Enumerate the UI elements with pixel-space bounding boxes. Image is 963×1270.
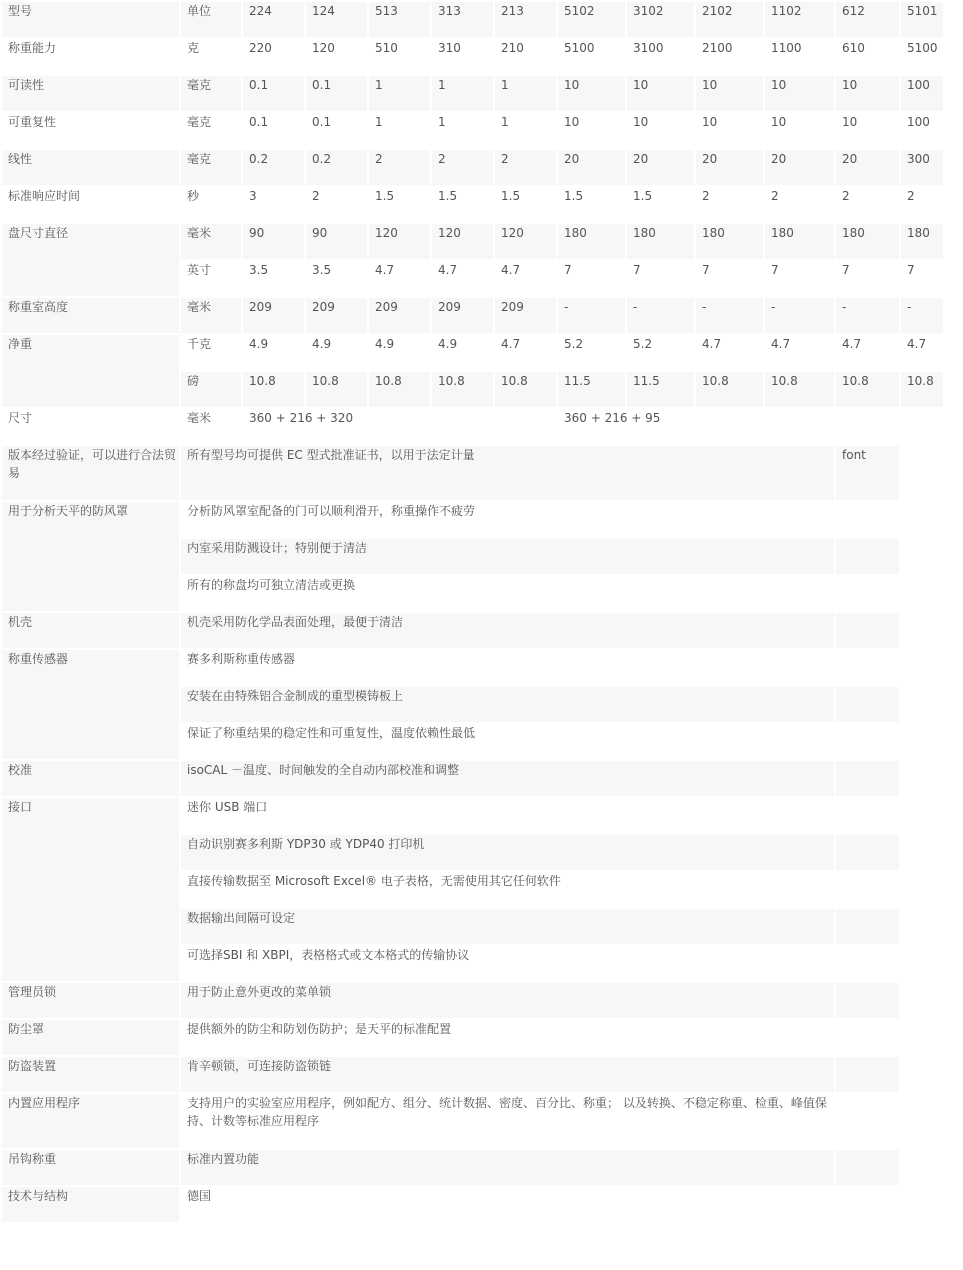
feature-text: 所有的称盘均可独立清洁或更换 [180, 575, 835, 612]
value-cell: - [557, 297, 626, 334]
table-row [1, 1019, 944, 1056]
row-label: 用于分析天平的防风罩 [1, 501, 180, 612]
unit-cell: 毫米 [180, 223, 242, 260]
value-cell: 120 [305, 38, 368, 75]
value-cell: 7 [557, 260, 626, 297]
value-cell: 10.8 [900, 371, 944, 408]
feature-text: isoCAL －温度、时间触发的全自动内部校准和调整 [180, 760, 835, 797]
table-row [1, 75, 944, 112]
feature-text: 标准内置功能 [180, 1149, 835, 1186]
value-cell: 1 [431, 112, 494, 149]
model-header-cell: 3102 [626, 1, 695, 38]
empty-cell [835, 575, 900, 612]
value-cell: 10.8 [305, 371, 368, 408]
value-cell: - [835, 297, 900, 334]
value-cell: 1 [494, 112, 557, 149]
table-row [1, 297, 944, 334]
value-cell: 7 [695, 260, 764, 297]
value-cell: 10 [695, 75, 764, 112]
unit-cell: 秒 [180, 186, 242, 223]
value-cell: 1.5 [431, 186, 494, 223]
empty-cell [835, 1149, 900, 1186]
value-cell: 2 [368, 149, 431, 186]
table-row [1, 1056, 944, 1093]
model-header-cell: 612 [835, 1, 900, 38]
value-cell: 10 [626, 75, 695, 112]
unit-cell: 磅 [180, 371, 242, 408]
table-row [1, 612, 944, 649]
value-cell: 1.5 [557, 186, 626, 223]
value-cell: 11.5 [557, 371, 626, 408]
value-cell: 1 [431, 75, 494, 112]
value-cell: 10.8 [764, 371, 835, 408]
table-row [1, 1093, 944, 1149]
value-cell: 4.9 [242, 334, 305, 371]
model-header-cell: 313 [431, 1, 494, 38]
value-cell: - [900, 297, 944, 334]
empty-cell [835, 760, 900, 797]
value-cell: 610 [835, 38, 900, 75]
model-header-cell: 1102 [764, 1, 835, 38]
empty-cell [835, 834, 900, 871]
value-cell: 3.5 [305, 260, 368, 297]
value-cell: 2 [835, 186, 900, 223]
value-cell: 10 [835, 75, 900, 112]
value-cell: 120 [368, 223, 431, 260]
value-cell: 4.7 [494, 260, 557, 297]
value-cell: 0.1 [305, 75, 368, 112]
table-row [1, 1149, 944, 1186]
unit-cell: 毫克 [180, 112, 242, 149]
empty-cell [835, 1186, 900, 1223]
value-cell: 3.5 [242, 260, 305, 297]
feature-text: 迷你 USB 端口 [180, 797, 835, 834]
table-row [1, 149, 944, 186]
row-label: 技术与结构 [1, 1186, 180, 1223]
row-label: 版本经过验证，可以进行合法贸易 [1, 445, 180, 501]
table-row [1, 112, 944, 149]
empty-cell [835, 982, 900, 1019]
row-label: 接口 [1, 797, 180, 982]
table-row [1, 186, 944, 223]
row-label: 称重室高度 [1, 297, 180, 334]
feature-text: 用于防止意外更改的菜单锁 [180, 982, 835, 1019]
row-label: 内置应用程序 [1, 1093, 180, 1149]
value-cell: 180 [835, 223, 900, 260]
value-cell: 4.9 [305, 334, 368, 371]
value-cell: 4.7 [835, 334, 900, 371]
empty-cell [835, 871, 900, 908]
value-cell: 5.2 [557, 334, 626, 371]
row-label: 尺寸 [1, 408, 180, 445]
row-label: 校准 [1, 760, 180, 797]
value-cell: 180 [900, 223, 944, 260]
model-header-cell: 224 [242, 1, 305, 38]
value-cell: 300 [900, 149, 944, 186]
value-cell: 180 [626, 223, 695, 260]
value-cell: 4.7 [900, 334, 944, 371]
model-header-cell: 213 [494, 1, 557, 38]
value-cell: 209 [431, 297, 494, 334]
table-row [1, 982, 944, 1019]
value-cell: 220 [242, 38, 305, 75]
value-cell: 90 [305, 223, 368, 260]
value-cell: 3100 [626, 38, 695, 75]
value-cell: 20 [835, 149, 900, 186]
model-header-cell: 513 [368, 1, 431, 38]
feature-text: 赛多利斯称重传感器 [180, 649, 835, 686]
value-cell: 7 [900, 260, 944, 297]
value-cell: 310 [431, 38, 494, 75]
model-header-cell: 2102 [695, 1, 764, 38]
value-cell: 5100 [557, 38, 626, 75]
feature-text: 直接传输数据至 Microsoft Excel® 电子表格，无需使用其它任何软件 [180, 871, 835, 908]
value-cell: 2 [431, 149, 494, 186]
row-label: 称重传感器 [1, 649, 180, 760]
value-cell: - [764, 297, 835, 334]
value-cell: 180 [557, 223, 626, 260]
value-cell: 20 [557, 149, 626, 186]
unit-cell: 毫米 [180, 297, 242, 334]
dimensions-value-b: 360 + 216 + 95 [557, 408, 944, 445]
value-cell: 1.5 [368, 186, 431, 223]
value-cell: 7 [835, 260, 900, 297]
value-cell: 0.1 [242, 75, 305, 112]
feature-text: 支持用户的实验室应用程序，例如配方、组分、统计数据、密度、百分比、称重； 以及转换、不稳定称重、检重、峰值保持、计数等标准应用程序 [180, 1093, 835, 1149]
value-cell: 11.5 [626, 371, 695, 408]
feature-text: 保证了称重结果的稳定性和可重复性，温度依赖性最低 [180, 723, 835, 760]
empty-cell [835, 945, 900, 982]
value-cell: 20 [695, 149, 764, 186]
value-cell: 4.7 [368, 260, 431, 297]
feature-text: 数据输出间隔可设定 [180, 908, 835, 945]
value-cell: 4.9 [431, 334, 494, 371]
table-row [1, 223, 944, 260]
feature-text: 可选择SBI 和 XBPI，表格格式或文本格式的传输协议 [180, 945, 835, 982]
value-cell: 3 [242, 186, 305, 223]
value-cell: 10.8 [695, 371, 764, 408]
row-label: 称重能力 [1, 38, 180, 75]
empty-cell [835, 1056, 900, 1093]
empty-cell [835, 1093, 900, 1149]
table-row [1, 334, 944, 371]
row-label: 防尘罩 [1, 1019, 180, 1056]
unit-cell: 毫米 [180, 408, 242, 445]
value-cell: 210 [494, 38, 557, 75]
row-label: 线性 [1, 149, 180, 186]
value-cell: 4.7 [494, 334, 557, 371]
value-cell: 2 [494, 149, 557, 186]
row-label: 盘尺寸直径 [1, 223, 180, 297]
value-cell: 10 [835, 112, 900, 149]
row-label: 标准响应时间 [1, 186, 180, 223]
row-label: 可读性 [1, 75, 180, 112]
feature-text: 内室采用防溅设计；特别便于清洁 [180, 538, 835, 575]
value-cell: 510 [368, 38, 431, 75]
unit-cell: 克 [180, 38, 242, 75]
value-cell: 10 [557, 75, 626, 112]
row-label: 净重 [1, 334, 180, 408]
feature-text: 提供额外的防尘和防划伤防护；是天平的标准配置 [180, 1019, 835, 1056]
value-cell: 0.1 [242, 112, 305, 149]
value-cell: 0.2 [242, 149, 305, 186]
unit-cell: 毫克 [180, 149, 242, 186]
table-row [1, 445, 944, 501]
value-cell: 120 [431, 223, 494, 260]
empty-cell [835, 723, 900, 760]
value-cell: 10 [557, 112, 626, 149]
value-cell: 20 [626, 149, 695, 186]
value-cell: 1 [368, 112, 431, 149]
table-row [1, 797, 944, 834]
value-cell: 2 [900, 186, 944, 223]
value-cell: 1.5 [626, 186, 695, 223]
value-cell: 5100 [900, 38, 944, 75]
model-header-cell: 124 [305, 1, 368, 38]
value-cell: 10 [695, 112, 764, 149]
value-cell: 100 [900, 112, 944, 149]
value-cell: 209 [368, 297, 431, 334]
table-row [1, 649, 944, 686]
table-row [1, 1, 944, 38]
empty-cell [835, 797, 900, 834]
feature-text: 德国 [180, 1186, 835, 1223]
value-cell: 1.5 [494, 186, 557, 223]
value-cell: 10 [626, 112, 695, 149]
model-header-cell: 5101 [900, 1, 944, 38]
value-cell: 10.8 [835, 371, 900, 408]
feature-text: 安装在由特殊铝合金制成的重型模铸板上 [180, 686, 835, 723]
value-cell: 90 [242, 223, 305, 260]
value-cell: 4.7 [695, 334, 764, 371]
empty-cell [835, 686, 900, 723]
value-cell: 0.2 [305, 149, 368, 186]
value-cell: - [695, 297, 764, 334]
value-cell: 10.8 [368, 371, 431, 408]
header-model-label: 型号 [1, 1, 180, 38]
spec-table-body [1, 1, 944, 1223]
value-cell: 4.7 [431, 260, 494, 297]
value-cell: 2 [764, 186, 835, 223]
value-cell: 10.8 [242, 371, 305, 408]
value-cell: 100 [900, 75, 944, 112]
empty-cell [835, 1019, 900, 1056]
feature-text: 分析防风罩室配备的门可以顺利滑开，称重操作不疲劳 [180, 501, 835, 538]
feature-text: 机壳采用防化学品表面处理，最便于清洁 [180, 612, 835, 649]
value-cell: 10 [764, 75, 835, 112]
feature-text: 自动识别赛多利斯 YDP30 或 YDP40 打印机 [180, 834, 835, 871]
value-cell: 209 [305, 297, 368, 334]
unit-cell: 英寸 [180, 260, 242, 297]
empty-cell [835, 908, 900, 945]
value-cell: 10 [764, 112, 835, 149]
model-header-cell: 5102 [557, 1, 626, 38]
dimensions-value-a: 360 + 216 + 320 [242, 408, 557, 445]
value-cell: 7 [626, 260, 695, 297]
feature-text: 肯辛顿锁，可连接防盗锁链 [180, 1056, 835, 1093]
legal-text: 所有型号均可提供 EC 型式批准证书，以用于法定计量 [180, 445, 835, 501]
value-cell: 209 [494, 297, 557, 334]
value-cell: 180 [695, 223, 764, 260]
empty-cell [835, 501, 900, 538]
value-cell: 1100 [764, 38, 835, 75]
value-cell: 10.8 [431, 371, 494, 408]
row-label: 管理员锁 [1, 982, 180, 1019]
value-cell: 20 [764, 149, 835, 186]
unit-cell: 毫克 [180, 75, 242, 112]
unit-cell: 千克 [180, 334, 242, 371]
table-row [1, 1186, 944, 1223]
value-cell: 2100 [695, 38, 764, 75]
value-cell: 4.9 [368, 334, 431, 371]
empty-cell [835, 538, 900, 575]
value-cell: - [626, 297, 695, 334]
value-cell: 209 [242, 297, 305, 334]
value-cell: 2 [695, 186, 764, 223]
row-label: 防盗装置 [1, 1056, 180, 1093]
legal-extra: font [835, 445, 900, 501]
row-label: 吊钩称重 [1, 1149, 180, 1186]
value-cell: 1 [368, 75, 431, 112]
table-row [1, 408, 944, 445]
value-cell: 10.8 [494, 371, 557, 408]
table-row [1, 501, 944, 538]
value-cell: 4.7 [764, 334, 835, 371]
header-unit-label: 单位 [180, 1, 242, 38]
value-cell: 1 [494, 75, 557, 112]
row-label: 机壳 [1, 612, 180, 649]
table-row [1, 38, 944, 75]
value-cell: 120 [494, 223, 557, 260]
value-cell: 2 [305, 186, 368, 223]
value-cell: 0.1 [305, 112, 368, 149]
empty-cell [835, 612, 900, 649]
value-cell: 7 [764, 260, 835, 297]
table-row [1, 760, 944, 797]
value-cell: 5.2 [626, 334, 695, 371]
empty-cell [835, 649, 900, 686]
value-cell: 180 [764, 223, 835, 260]
row-label: 可重复性 [1, 112, 180, 149]
